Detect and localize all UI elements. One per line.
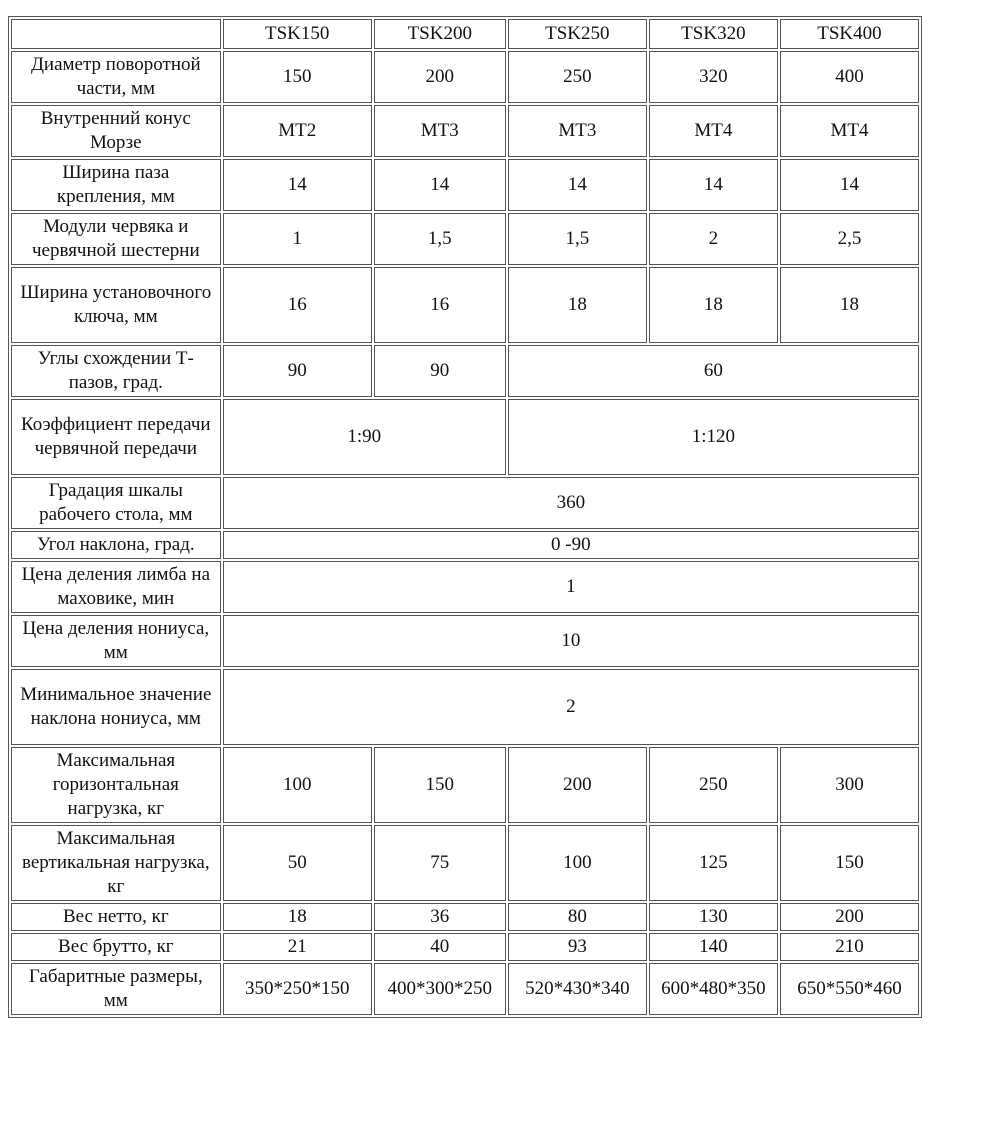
table-cell: 1,5: [374, 213, 506, 265]
table-cell: 360: [223, 477, 919, 529]
row-max-horizontal-load: [11, 747, 919, 823]
row-label: Максимальная горизонтальная нагрузка, кг: [11, 747, 221, 823]
table-cell: 1,5: [508, 213, 647, 265]
row-key-width: [11, 267, 919, 343]
row-dimensions: [11, 963, 919, 1015]
table-cell: МТ3: [374, 105, 506, 157]
table-cell: 10: [223, 615, 919, 667]
table-cell: 18: [223, 903, 372, 931]
table-cell: 600*480*350: [649, 963, 778, 1015]
table-cell: 1: [223, 213, 372, 265]
specifications-table: [8, 16, 922, 1018]
table-cell: 200: [508, 747, 647, 823]
row-gear-ratio: [11, 399, 919, 475]
row-gross-weight: [11, 933, 919, 961]
table-cell: 90: [374, 345, 506, 397]
table-cell: 16: [374, 267, 506, 343]
table-cell: 100: [508, 825, 647, 901]
row-rotary-diameter: [11, 51, 919, 103]
table-cell: 75: [374, 825, 506, 901]
row-label: Ширина паза крепления, мм: [11, 159, 221, 211]
table-cell: МТ3: [508, 105, 647, 157]
header-cell-empty: [11, 19, 221, 49]
table-cell: 150: [780, 825, 919, 901]
row-label: Максимальная вертикальная нагрузка, кг: [11, 825, 221, 901]
row-label: Внутренний конус Морзе: [11, 105, 221, 157]
table-cell: 200: [780, 903, 919, 931]
row-label: Минимальное значение наклона нониуса, мм: [11, 669, 221, 745]
table-cell: 18: [649, 267, 778, 343]
table-cell: 14: [780, 159, 919, 211]
table-cell: 150: [374, 747, 506, 823]
table-cell: 60: [508, 345, 919, 397]
row-tilt-angle: [11, 531, 919, 559]
header-cell-tsk250: TSK250: [508, 19, 647, 49]
row-label: Вес нетто, кг: [11, 903, 221, 931]
table-cell: 14: [508, 159, 647, 211]
table-cell: 18: [780, 267, 919, 343]
table-cell: 1:120: [508, 399, 919, 475]
table-cell: 125: [649, 825, 778, 901]
header-cell-tsk200: TSK200: [374, 19, 506, 49]
table-cell: 150: [223, 51, 372, 103]
table-cell: 300: [780, 747, 919, 823]
table-cell: 140: [649, 933, 778, 961]
table-cell: 650*550*460: [780, 963, 919, 1015]
table-cell: 400*300*250: [374, 963, 506, 1015]
row-label: Вес брутто, кг: [11, 933, 221, 961]
row-label: Диаметр поворотной части, мм: [11, 51, 221, 103]
row-label: Модули червяка и червячной шестерни: [11, 213, 221, 265]
table-cell: 50: [223, 825, 372, 901]
row-label: Углы схождении Т-пазов, град.: [11, 345, 221, 397]
table-cell: 80: [508, 903, 647, 931]
table-cell: 0 -90: [223, 531, 919, 559]
table-cell: 16: [223, 267, 372, 343]
row-scale-gradation: [11, 477, 919, 529]
table-cell: 90: [223, 345, 372, 397]
table-cell: 250: [649, 747, 778, 823]
table-cell: 350*250*150: [223, 963, 372, 1015]
table-cell: 320: [649, 51, 778, 103]
table-cell: 14: [223, 159, 372, 211]
row-t-slot-angles: [11, 345, 919, 397]
table-cell: 14: [649, 159, 778, 211]
table-cell: МТ4: [649, 105, 778, 157]
table-cell: 130: [649, 903, 778, 931]
row-min-vernier-tilt: [11, 669, 919, 745]
table-cell: 2: [223, 669, 919, 745]
table-cell: МТ2: [223, 105, 372, 157]
row-slot-width: [11, 159, 919, 211]
table-cell: 400: [780, 51, 919, 103]
header-cell-tsk400: TSK400: [780, 19, 919, 49]
table-cell: 210: [780, 933, 919, 961]
header-row: [11, 19, 919, 49]
table-cell: 2,5: [780, 213, 919, 265]
table-cell: 18: [508, 267, 647, 343]
row-worm-modules: [11, 213, 919, 265]
row-label: Градация шкалы рабочего стола, мм: [11, 477, 221, 529]
table-cell: 40: [374, 933, 506, 961]
row-label: Угол наклона, град.: [11, 531, 221, 559]
row-dial-division: [11, 561, 919, 613]
row-label: Цена деления лимба на маховике, мин: [11, 561, 221, 613]
row-morse-taper: [11, 105, 919, 157]
table-cell: 93: [508, 933, 647, 961]
row-label: Коэффициент передачи червячной передачи: [11, 399, 221, 475]
row-label: Цена деления нониуса, мм: [11, 615, 221, 667]
table-cell: МТ4: [780, 105, 919, 157]
row-label: Габаритные размеры, мм: [11, 963, 221, 1015]
header-cell-tsk320: TSK320: [649, 19, 778, 49]
table-cell: 2: [649, 213, 778, 265]
table-cell: 1: [223, 561, 919, 613]
row-max-vertical-load: [11, 825, 919, 901]
table-cell: 520*430*340: [508, 963, 647, 1015]
table-cell: 14: [374, 159, 506, 211]
table-cell: 200: [374, 51, 506, 103]
row-net-weight: [11, 903, 919, 931]
header-cell-tsk150: TSK150: [223, 19, 372, 49]
table-cell: 100: [223, 747, 372, 823]
table-cell: 1:90: [223, 399, 506, 475]
table-cell: 21: [223, 933, 372, 961]
row-label: Ширина установочного ключа, мм: [11, 267, 221, 343]
row-vernier-division: [11, 615, 919, 667]
table-cell: 36: [374, 903, 506, 931]
table-cell: 250: [508, 51, 647, 103]
